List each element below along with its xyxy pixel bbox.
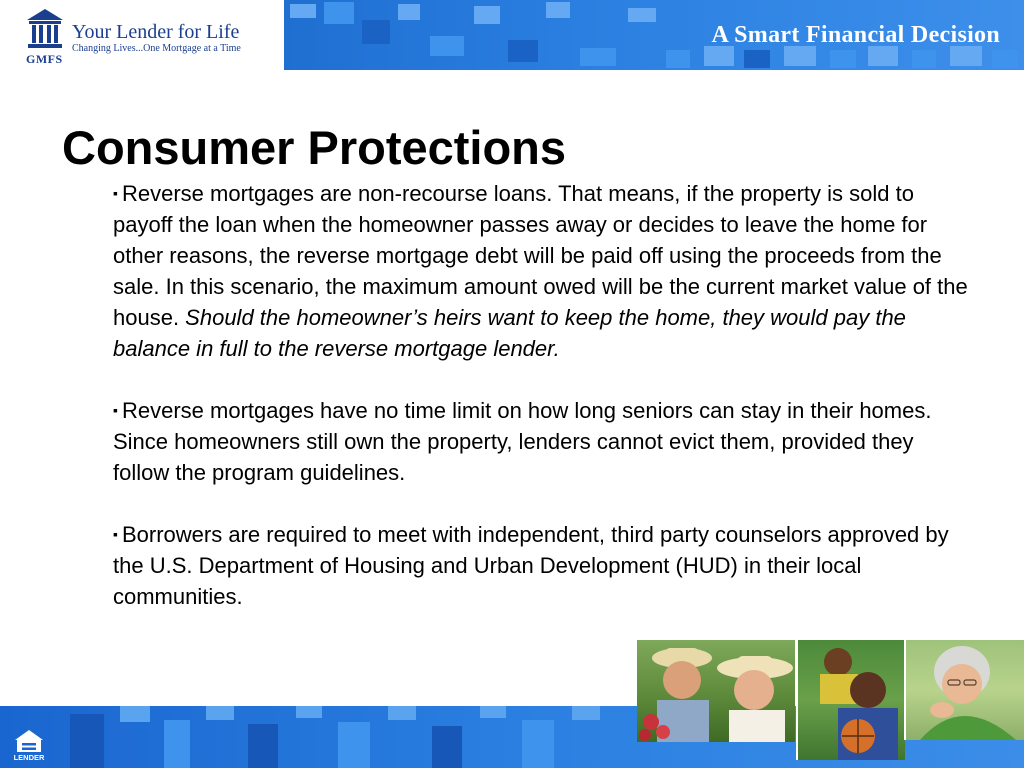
bullet-item — [113, 395, 969, 488]
senior-couple-photo — [637, 640, 795, 742]
equal-housing-lender-icon — [12, 728, 46, 762]
logo-area — [0, 0, 284, 70]
slide-content — [113, 178, 969, 643]
bullet-square-icon: ▪ — [113, 526, 118, 542]
brand-abbreviation: GMFS — [26, 52, 63, 66]
header-band — [284, 0, 1024, 70]
page-title: Consumer Protections — [62, 121, 567, 174]
bullet-text: Borrowers are required to meet with independent, third party counselors approved by the U.S. Department of Housing and Urban Development (HUD) in their local communities. — [113, 522, 949, 609]
brand-name: Your Lender for Life — [72, 21, 240, 43]
bullet-square-icon: ▪ — [113, 185, 118, 201]
bullet-item — [113, 178, 969, 364]
bullet-item — [113, 519, 969, 612]
smiling-senior-woman-photo — [904, 640, 1024, 740]
bullet-square-icon: ▪ — [113, 402, 118, 418]
grandfather-grandson-basketball-photo — [796, 640, 905, 760]
bank-building-icon — [26, 8, 64, 50]
header-title: A Smart Financial Decision — [711, 22, 1000, 48]
bullet-text: Reverse mortgages have no time limit on how long seniors can stay in their homes. Since homeowners still own the property, lenders cannot evict them, provided they follow the program guidelines. — [113, 398, 932, 485]
badge-label: LENDER — [13, 753, 45, 762]
bullet-emphasis: Should the homeowner’s heirs want to keep the home, they would pay the balance in full to the reverse mortgage lender. — [113, 305, 906, 361]
bullet-text: Reverse mortgages are non-recourse loans. That means, if the property is sold to payoff the loan when the homeowner passes away or decides to leave the home for other reasons, the reverse mortgage debt will be paid off using the proceeds from the sale. In this scenario, the maximum amount owed will be the current market value of the house. — [113, 181, 968, 330]
brand-tagline: Changing Lives...One Mortgage at a Time — [72, 43, 241, 54]
